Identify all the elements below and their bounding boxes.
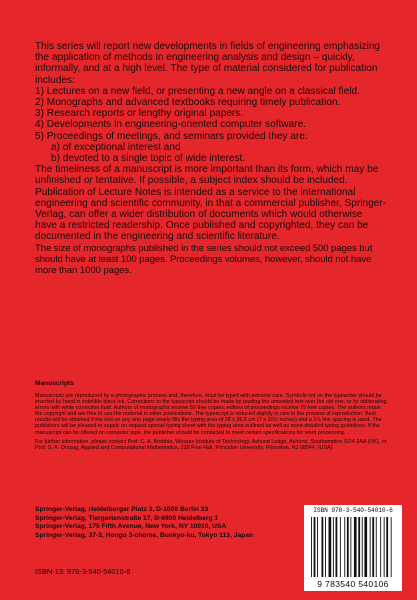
- isbn-line: ISBN-13: 978-3-540-54010-6: [35, 567, 131, 576]
- manuscripts-section: [35, 393, 387, 451]
- address-line: Springer-Verlag, 175 Fifth Avenue, New York, NY 10010, USA: [35, 523, 227, 531]
- series-description: [35, 41, 387, 276]
- list-item: 1) Lectures on a new field, or presenting a new angle on a classical field.: [35, 85, 360, 97]
- address-line: Springer-Verlag, 37-3, Hongo 3-chome, Bunkyo-ku, Tokyo 113, Japan: [35, 531, 254, 539]
- barcode-isbn-label: ISBN 978-3-540-54010-6: [313, 507, 393, 514]
- barcode: [304, 505, 402, 591]
- sub-list-item: a) of exceptional interest and: [51, 141, 181, 153]
- address-line: Springer-Verlag, Tiergartenstraße 17, D-6900 Heidelberg 1: [35, 514, 219, 522]
- intro-paragraph: This series will report new developments in fields of engineering emphasizing the application of methods in engineering analysis and design – quickly, informally, and at a high level. The type of material considered for publication includes:: [35, 41, 381, 86]
- sub-list-item: b) devoted to a single topic of wide interest.: [51, 153, 246, 165]
- manuscripts-body: Manuscripts are reproduced by a photographic process and, therefore, must be typed with extreme care. Symbols not on the typewriter should be inserted by hand in indelible black ink. Corrections to the typescript should be made by pasting the amended text over the old one, or by obliterating errors with white correction fluid. Authors of monographs receive 50 free copies; editors of proceedings receive 75 free copies. The authors retain the copyright and are free to use the material in other publications. The typescript is reduced slightly in size in the process of reproduction. Best results will be obtained if the text on any one page nearly fills the typing area of 18 x 26,5 cm (7 x 10½ inches) and a 1½ line spacing is used. The publishers will be pleased to supply on request special typing sheet with the typing area outlined as well as more detailed typing guidelines. If the manuscript can be offered on computer tape, the publisher should be contacted to meet certain specifications for word processing.: [35, 393, 387, 436]
- list-item: 3) Research reports or lengthy original papers.: [35, 108, 244, 120]
- publication-paragraph: Publication of Lecture Notes is intended as a service to the international engineering and scientific community, in that a commercial publisher, Springer-Verlag, can offer a wider distribution of documents which would otherwise have a restricted readership. Once published and copyrighted, they can be documented in the engineering and scientific literature.: [35, 186, 387, 243]
- timeliness-paragraph: The timeliness of a manuscript is more important than its form, which may be unfinished or tentative. If possible, a subject index should be included.: [35, 164, 379, 187]
- manuscripts-heading: Manuscripts: [35, 380, 74, 387]
- list-item: 5) Proceedings of meetings, and seminars provided they are:: [35, 130, 308, 142]
- address-line: Springer-Verlag, Heidelberger Platz 3, D-1000 Berlin 33: [35, 506, 209, 513]
- barcode-bars-icon: [310, 517, 396, 579]
- list-item: 4) Developments in engineering-oriented computer software.: [35, 119, 306, 131]
- size-paragraph: The size of monographs published in the series should not exceed 500 pages but should have at least 100 pages. Proceedings volumes, however, should not have more than 1000 pages.: [35, 242, 373, 277]
- publisher-addresses: [35, 506, 253, 540]
- barcode-number: 9 783540 540106: [317, 579, 389, 589]
- list-item: 2) Monographs and advanced textbooks requiring timely publication.: [35, 97, 341, 109]
- contact-info: For further information, please contact Prof. C. A. Brebbia, Wessex Institute of Technology, Ashurst Lodge, Ashurst, Southampton SO4 2AA (UK), or Prof. S. A. Orszag, Applied and Computational Mathematics, 218 Fine Hall, Princeton University, Princeton, NJ 08544, (USA).: [35, 438, 387, 451]
